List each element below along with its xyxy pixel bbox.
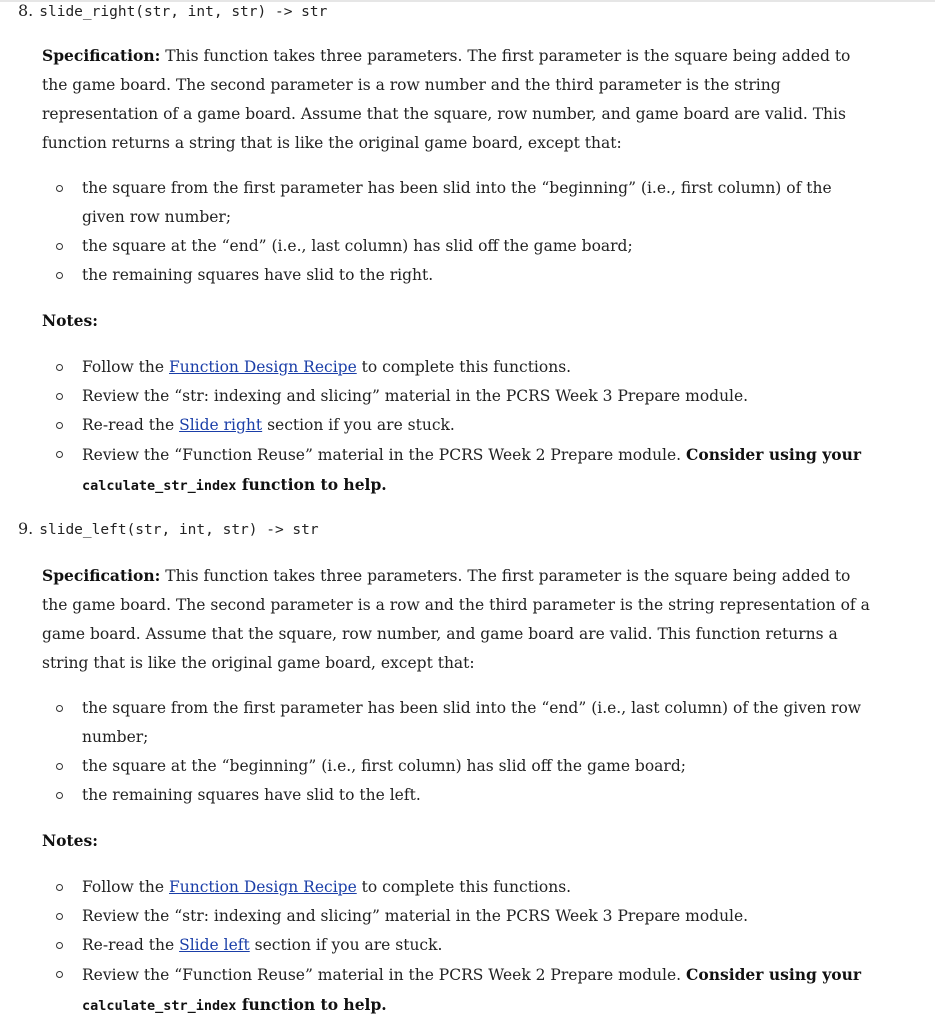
list-item: Re-read the Slide right section if you are stuck. [42,411,862,440]
function-design-recipe-link[interactable]: Function Design Recipe [169,878,357,896]
bullet-icon [56,942,63,949]
bullet-icon [56,971,63,978]
bullet-icon [56,393,63,400]
bullet-icon [56,705,63,712]
list-item: Re-read the Slide left section if you are stuck. [42,931,862,960]
specification-text: This function takes three parameters. The first parameter is the square being added to the game board. The second parameter is a row number and the third parameter is the string representation of a game board. Assume that the square, row number, and game board are valid. This function returns a string that is like the original game board, except that: [42,47,851,152]
notes-list [42,873,862,1021]
function-design-recipe-link[interactable]: Function Design Recipe [169,358,357,376]
bullet-icon [56,422,63,429]
list-item: Review the “str: indexing and slicing” material in the PCRS Week 3 Prepare module. [42,902,862,931]
bullet-icon [56,763,63,770]
notes-heading: Notes: [42,311,98,330]
bullet-icon [56,243,63,250]
helper-function-name: calculate_str_index [82,998,237,1014]
list-item: Follow the Function Design Recipe to complete this functions. [42,873,862,902]
item-number: 8. [18,1,34,20]
bullet-icon [56,272,63,279]
list-item: Review the “str: indexing and slicing” material in the PCRS Week 3 Prepare module. [42,382,862,411]
function-signature: slide_right(str, int, str) -> str [39,4,328,20]
list-item: the square at the “beginning” (i.e., first column) has slid off the game board; [42,752,862,781]
bullet-icon [56,185,63,192]
slide-right-link[interactable]: Slide right [179,416,263,434]
list-item: the square at the “end” (i.e., last column) has slid off the game board; [42,232,862,261]
reuse-hint: Consider using your [686,445,862,464]
notes-heading: Notes: [42,831,98,850]
bullet-icon [56,792,63,799]
list-item: Review the “Function Reuse” material in the PCRS Week 2 Prepare module. Consider using your calculate_str_index function to help. [42,960,862,1021]
function-signature: slide_left(str, int, str) -> str [39,522,319,538]
behavior-list [42,174,862,290]
function-heading [18,0,327,23]
list-item: Review the “Function Reuse” material in the PCRS Week 2 Prepare module. Consider using your calculate_str_index function to help. [42,440,862,501]
reuse-hint: Consider using your [686,965,862,984]
list-item: the remaining squares have slid to the left. [42,781,862,810]
bullet-icon [56,364,63,371]
list-item: the square from the first parameter has been slid into the “beginning” (i.e., first column) of the given row number; [42,174,862,232]
slide-left-link[interactable]: Slide left [179,936,250,954]
specification-paragraph [42,561,872,678]
function-heading [18,517,319,541]
behavior-list [42,694,862,810]
specification-label: Specification: [42,46,161,65]
specification-text: This function takes three parameters. The first parameter is the square being added to the game board. The second parameter is a row and the third parameter is the string representation of a game board. Assume that the square, row number, and game board are valid. This function returns a string that is like the original game board, except that: [42,567,870,672]
list-item: the remaining squares have slid to the right. [42,261,862,290]
list-item: the square from the first parameter has been slid into the “end” (i.e., last column) of the given row number; [42,694,862,752]
specification-paragraph [42,41,872,158]
item-number: 9. [18,519,34,538]
notes-list [42,353,862,501]
list-item: Follow the Function Design Recipe to complete this functions. [42,353,862,382]
bullet-icon [56,451,63,458]
helper-function-name: calculate_str_index [82,478,237,494]
bullet-icon [56,884,63,891]
bullet-icon [56,913,63,920]
specification-label: Specification: [42,566,161,585]
